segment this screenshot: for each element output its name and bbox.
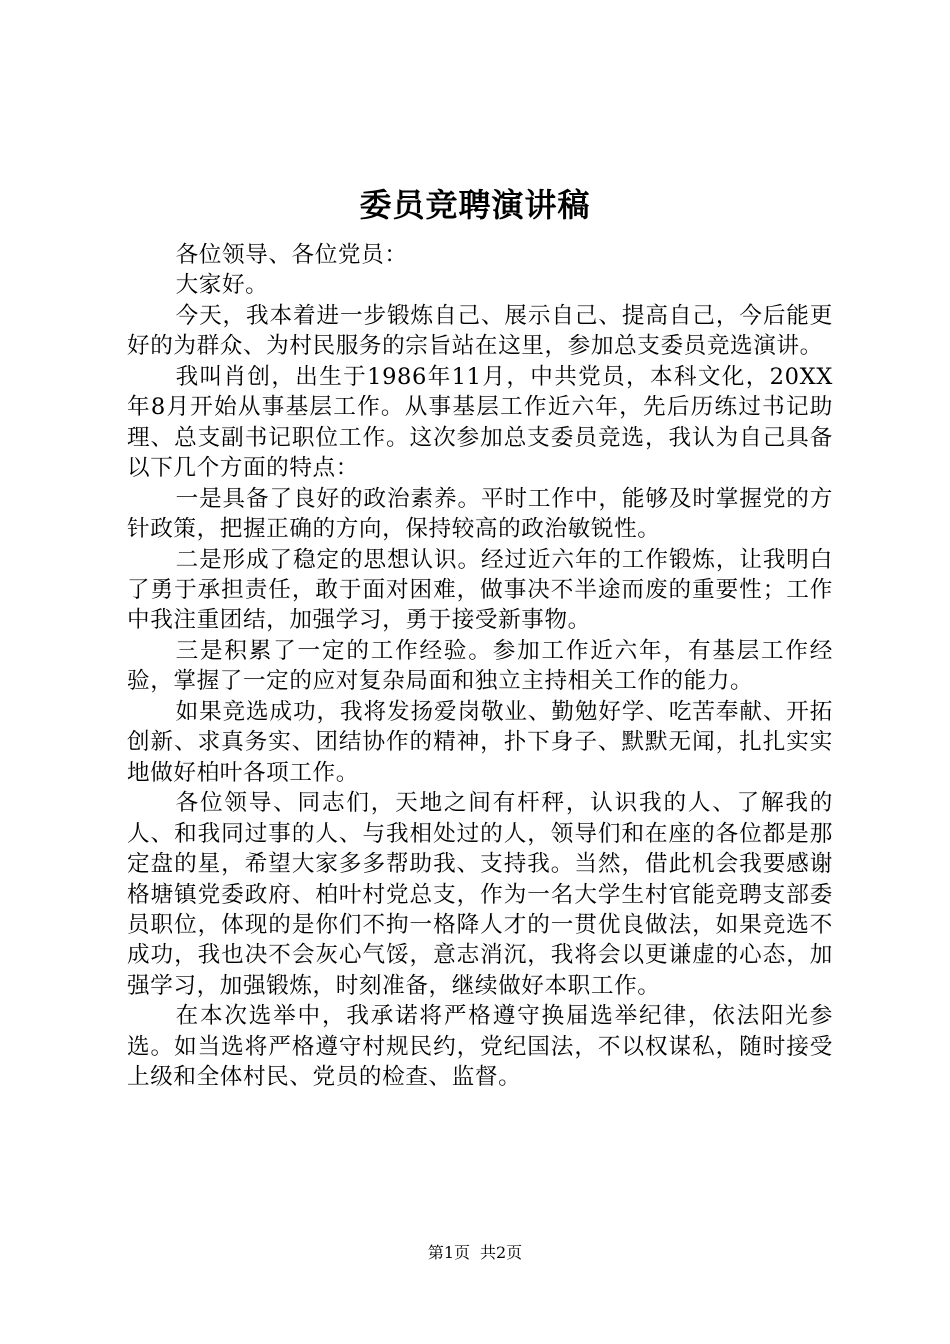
body-paragraph: 今天，我本着进一步锻炼自己、展示自己、提高自己，今后能更好的为群众、为村民服务的宗旨站在这里，参加总支委员竞选演讲。	[127, 302, 833, 360]
body-paragraph: 如果竞选成功，我将发扬爱岗敬业、勤勉好学、吃苦奉献、开拓创新、求真务实、团结协作的精神，扑下身子、默默无闻，扎扎实实地做好柏叶各项工作。	[127, 698, 833, 786]
body-paragraph: 三是积累了一定的工作经验。参加工作近六年，有基层工作经验，掌握了一定的应对复杂局面和独立主持相关工作的能力。	[127, 637, 833, 695]
body-paragraph: 一是具备了良好的政治素养。平时工作中，能够及时掌握党的方针政策，把握正确的方向，保持较高的政治敏锐性。	[127, 485, 833, 543]
salutation: 各位领导、各位党员：	[175, 242, 408, 268]
body-paragraph: 各位领导、同志们，天地之间有杆秤，认识我的人、了解我的人、和我同过事的人、与我相处过的人，领导们和在座的各位都是那定盘的星，希望大家多多帮助我、支持我。当然，借此机会我要感谢格塘镇党委政府、柏叶村党总支，作为一名大学生村官能竞聘支部委员职位，体现的是你们不拘一格降人才的一贯优良做法，如果竞选不成功，我也决不会灰心气馁，意志消沉，我将会以更谦虚的心态，加强学习，加强锻炼，时刻准备，继续做好本职工作。	[127, 790, 833, 999]
greeting: 大家好。	[175, 272, 269, 299]
page-number: 第1页	[427, 1243, 470, 1262]
document-body	[127, 240, 833, 1093]
document-title: 委员竞聘演讲稿	[359, 186, 591, 224]
body-paragraph: 二是形成了稳定的思想认识。经过近六年的工作锻炼，让我明白了勇于承担责任，敢于面对困难，做事决不半途而废的重要性；工作中我注重团结，加强学习，勇于接受新事物。	[127, 546, 833, 634]
body-paragraph: 在本次选举中，我承诺将严格遵守换届选举纪律，依法阳光参选。如当选将严格遵守村规民约，党纪国法，不以权谋私，随时接受上级和全体村民、党员的检查、监督。	[127, 1003, 833, 1091]
page-footer	[0, 1242, 950, 1264]
body-paragraph: 我叫肖创，出生于1986年11月，中共党员，本科文化，20XX年8月开始从事基层工作。从事基层工作近六年，先后历练过书记助理、总支副书记职位工作。这次参加总支委员竞选，我认为自己具备以下几个方面的特点：	[127, 363, 833, 482]
page-total: 共2页	[480, 1243, 523, 1262]
